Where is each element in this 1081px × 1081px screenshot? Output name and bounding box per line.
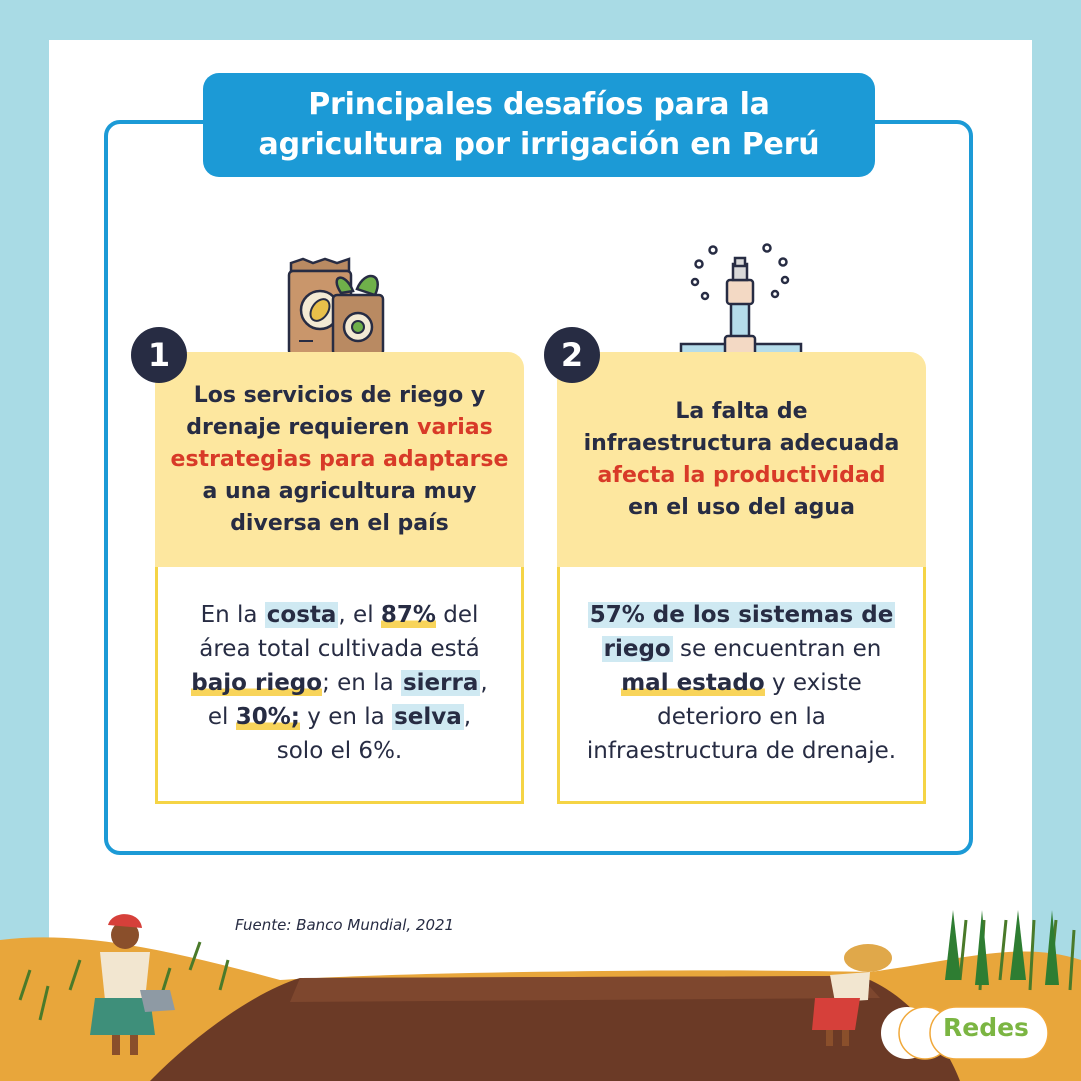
card-2-number: 2 xyxy=(544,327,600,383)
seed-bags-icon xyxy=(283,255,393,361)
title-line-1: Principales desafíos para la xyxy=(308,87,770,122)
title-line-2: agricultura por irrigación en Perú xyxy=(258,127,820,162)
source-note: Fuente: Banco Mundial, 2021 xyxy=(235,916,455,934)
logo-text: Redes xyxy=(943,1013,1029,1042)
card-1-header xyxy=(155,352,524,567)
card-1-statement: Los servicios de riego y drenaje requieren varias estrategias para adaptarse a una agricultura muy diversa en el país xyxy=(170,382,509,536)
card-1-number: 1 xyxy=(131,327,187,383)
card-2-header xyxy=(557,352,926,567)
card-2-statement: La falta de infraestructura adecuada afecta la productividad en el uso del agua xyxy=(583,398,900,520)
water-valve-icon xyxy=(677,240,805,364)
page-title xyxy=(259,85,820,165)
card-1-detail: En la costa, el 87% del área total cultivada está bajo riego; en la sierra, el 30%; y en la selva, solo el 6%. xyxy=(191,601,488,764)
title-banner xyxy=(203,73,875,177)
card-1-body xyxy=(155,564,524,804)
card-2-detail: 57% de los sistemas de riego se encuentran en mal estado y existe deterioro en la infraestructura de drenaje. xyxy=(586,601,897,764)
card-2-body xyxy=(557,564,926,804)
